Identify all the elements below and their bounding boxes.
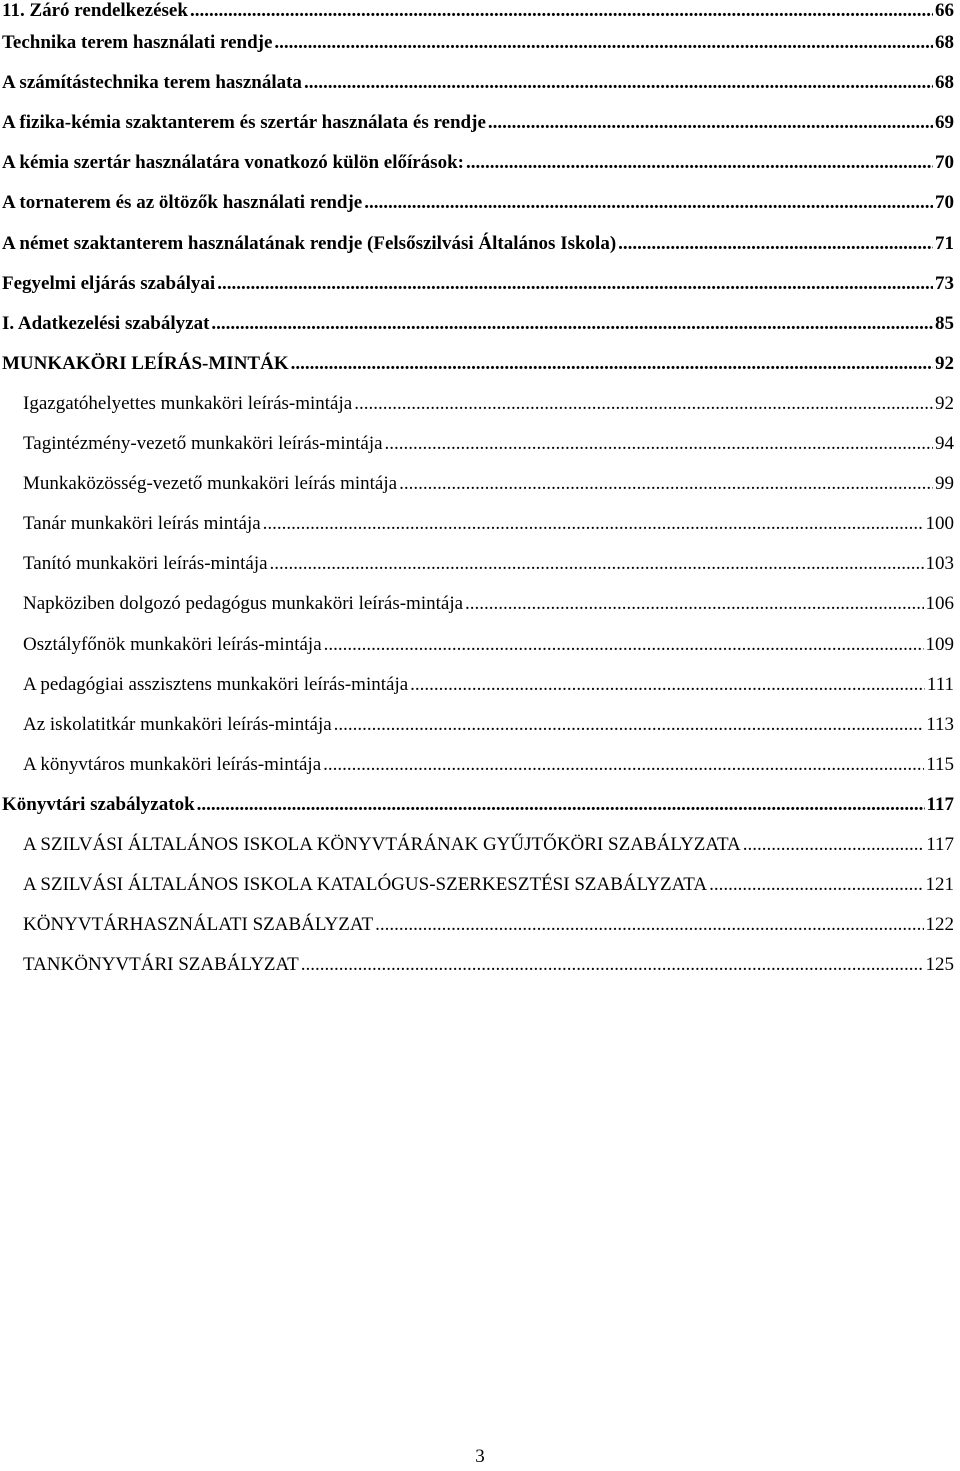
toc-entry[interactable] (0, 944, 958, 984)
toc-dot-leader (324, 634, 924, 656)
toc-dot-leader (466, 152, 933, 174)
toc-entry-title: Osztályfőnök munkaköri leírás-mintája (23, 633, 322, 655)
toc-dot-leader (364, 192, 933, 214)
toc-dot-leader (743, 834, 924, 856)
toc-entry-page: 70 (935, 192, 954, 214)
toc-entry-title: Az iskolatitkár munkaköri leírás-mintája (23, 713, 332, 735)
toc-entry-title: Tanár munkaköri leírás mintája (23, 513, 261, 535)
toc-entry[interactable] (0, 463, 958, 503)
toc-dot-leader (190, 0, 933, 22)
toc-entry[interactable] (0, 583, 958, 623)
toc-dot-leader (211, 313, 933, 335)
toc-entry-title: TANKÖNYVTÁRI SZABÁLYZAT (23, 954, 299, 976)
toc-entry-page: 68 (935, 32, 954, 54)
toc-entry-page: 71 (935, 232, 954, 254)
toc-dot-leader (488, 112, 933, 134)
toc-dot-leader (375, 914, 923, 936)
toc-entry-title: Munkaközösség-vezető munkaköri leírás mintája (23, 473, 398, 495)
toc-entry-title: Tanító munkaköri leírás-mintája (23, 553, 268, 575)
toc-dot-leader (274, 32, 933, 54)
toc-dot-leader (197, 794, 925, 816)
toc-entry-title: A könyvtáros munkaköri leírás-mintája (23, 753, 322, 775)
toc-entry[interactable] (0, 623, 958, 663)
toc-entry-page: 113 (926, 713, 954, 735)
toc-dot-leader (334, 714, 925, 736)
toc-entry-title: Tagintézmény-vezető munkaköri leírás-mintája (23, 433, 383, 455)
toc-entry-title: Könyvtári szabályzatok (2, 793, 195, 815)
toc-entry-title: Igazgatóhelyettes munkaköri leírás-mintája (23, 392, 353, 414)
toc-entry-title: KÖNYVTÁRHASZNÁLATI SZABÁLYZAT (23, 914, 374, 936)
toc-entry-page: 103 (925, 553, 954, 575)
toc-entry-title: Fegyelmi eljárás szabályai (2, 272, 216, 294)
toc-dot-leader (304, 72, 933, 94)
toc-entry[interactable] (0, 864, 958, 904)
toc-entry-page: 106 (925, 593, 954, 615)
toc-entry[interactable] (0, 744, 958, 784)
toc-entry[interactable] (0, 22, 958, 62)
toc-entry-page: 115 (926, 753, 954, 775)
toc-dot-leader (263, 513, 924, 535)
toc-entry[interactable] (0, 904, 958, 944)
toc-entry[interactable] (0, 263, 958, 303)
toc-entry[interactable] (0, 62, 958, 102)
toc-entry-title: I. Adatkezelési szabályzat (2, 312, 210, 334)
toc-entry[interactable] (0, 543, 958, 583)
toc-entry-title: A kémia szertár használatára vonatkozó külön előírások: (2, 152, 464, 174)
toc-dot-leader (323, 754, 924, 776)
toc-dot-leader (301, 954, 924, 976)
toc-entry-title: A számítástechnika terem használata (2, 72, 302, 94)
toc-entry[interactable] (0, 303, 958, 343)
toc-entry-page: 94 (935, 433, 954, 455)
toc-entry-title: 11. Záró rendelkezések (2, 0, 188, 21)
toc-entry-title: A SZILVÁSI ÁLTALÁNOS ISKOLA KÖNYVTÁRÁNAK GYŰJTŐKÖRI SZABÁLYZATA (23, 833, 741, 855)
toc-entry-page: 100 (925, 513, 954, 535)
toc-entry-title: A SZILVÁSI ÁLTALÁNOS ISKOLA KATALÓGUS-SZERKESZTÉSI SZABÁLYZATA (23, 874, 708, 896)
toc-entry[interactable] (0, 222, 958, 262)
toc-dot-leader (385, 433, 933, 455)
toc-dot-leader (410, 674, 925, 696)
toc-dot-leader (465, 593, 923, 615)
toc-entry-page: 92 (935, 352, 954, 374)
toc-dot-leader (709, 874, 923, 896)
toc-dot-leader (399, 473, 933, 495)
toc-entry-title: MUNKAKÖRI LEÍRÁS-MINTÁK (2, 352, 289, 374)
toc-entry-page: 121 (925, 874, 954, 896)
toc-entry[interactable] (0, 423, 958, 463)
toc-entry-page: 125 (925, 954, 954, 976)
toc-entry-page: 73 (935, 272, 954, 294)
toc-entry[interactable] (0, 784, 958, 824)
toc-entry-title: A fizika-kémia szaktanterem és szertár használata és rendje (2, 112, 486, 134)
toc-dot-leader (270, 553, 924, 575)
toc-entry-title: A német szaktanterem használatának rendje (Felsőszilvási Általános Iskola) (2, 232, 617, 254)
toc-entry-page: 92 (935, 392, 954, 414)
toc-entry[interactable] (0, 704, 958, 744)
toc-entry[interactable] (0, 182, 958, 222)
toc-entry[interactable] (0, 343, 958, 383)
toc-entry-title: Napköziben dolgozó pedagógus munkaköri leírás-mintája (23, 593, 464, 615)
toc-entry-page: 68 (935, 72, 954, 94)
toc-entry-title: Technika terem használati rendje (2, 32, 273, 54)
toc-entry[interactable] (0, 0, 958, 22)
toc-entry-page: 66 (935, 0, 954, 21)
toc-entry-page: 111 (926, 673, 954, 695)
toc-entry-page: 70 (935, 152, 954, 174)
toc-entry[interactable] (0, 824, 958, 864)
toc-entry-page: 109 (925, 633, 954, 655)
toc-entry-page: 122 (925, 914, 954, 936)
toc-entry[interactable] (0, 383, 958, 423)
toc-entry-page: 99 (935, 473, 954, 495)
toc-entry-page: 117 (926, 833, 954, 855)
toc-dot-leader (618, 233, 933, 255)
toc-entry[interactable] (0, 102, 958, 142)
toc-entry-page: 69 (935, 112, 954, 134)
toc-entry-page: 117 (926, 793, 954, 815)
toc-entry[interactable] (0, 664, 958, 704)
toc-entry-title: A tornaterem és az öltözők használati rendje (2, 192, 363, 214)
toc-dot-leader (354, 393, 933, 415)
toc-entry-page: 85 (935, 312, 954, 334)
toc-dot-leader (217, 273, 933, 295)
toc-entry-title: A pedagógiai asszisztens munkaköri leírás-mintája (23, 673, 409, 695)
toc-dot-leader (291, 353, 933, 375)
toc-entry[interactable] (0, 142, 958, 182)
toc-entry[interactable] (0, 503, 958, 543)
page-number: 3 (475, 1446, 485, 1467)
